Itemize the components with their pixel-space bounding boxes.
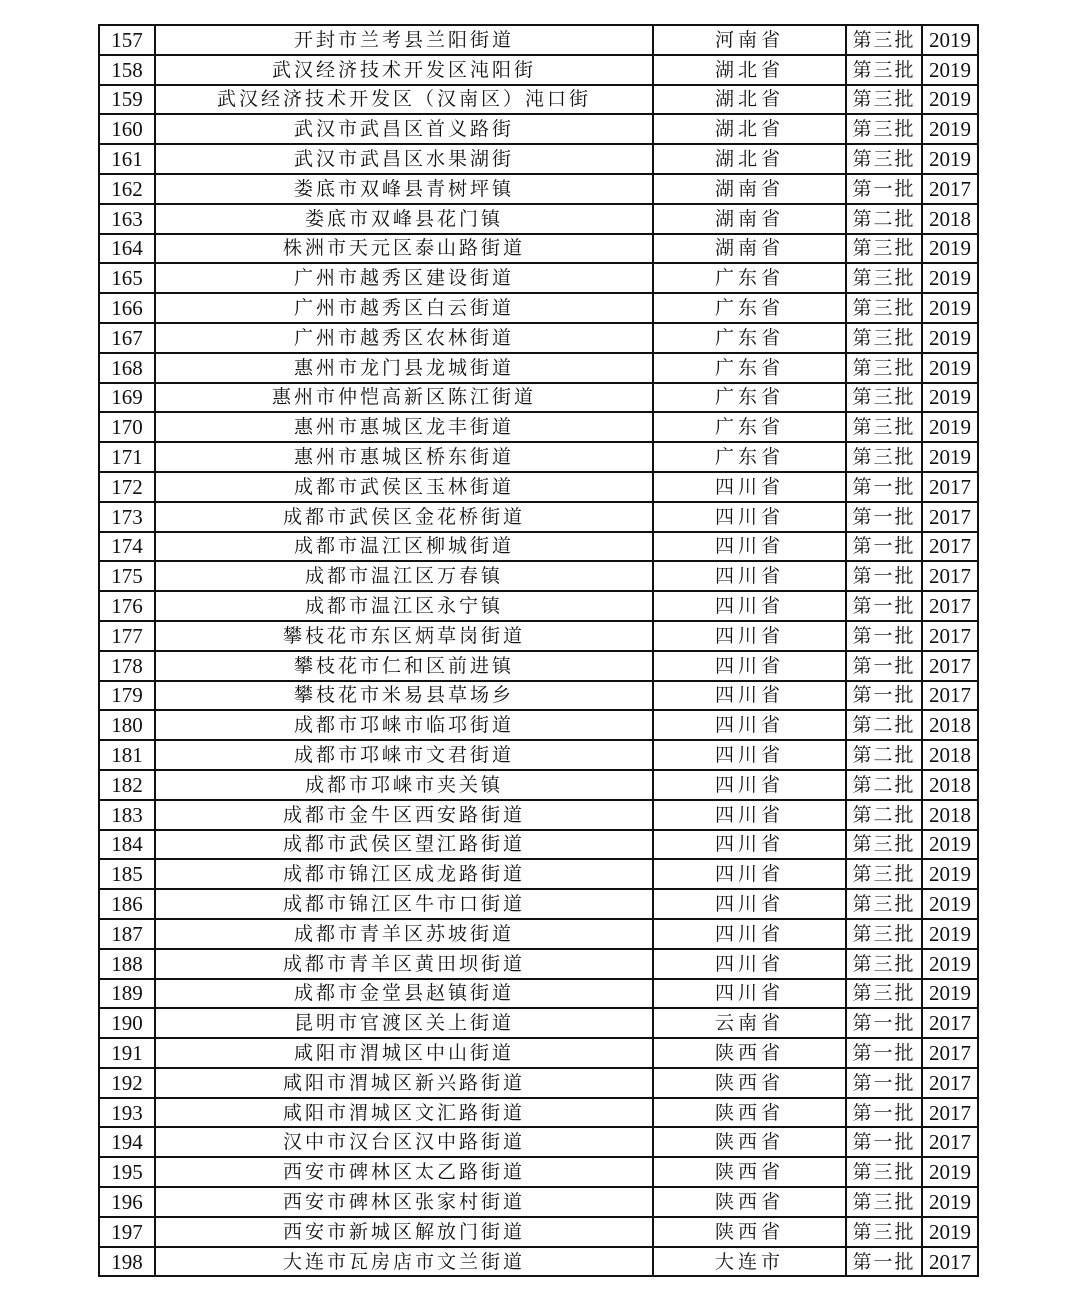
row-number-cell: 177 (99, 621, 155, 651)
street-name-cell: 成都市金牛区西安路街道 (155, 800, 653, 830)
year-cell: 2018 (922, 770, 978, 800)
batch-cell: 第二批 (846, 204, 922, 234)
batch-cell: 第三批 (846, 293, 922, 323)
street-name-cell: 广州市越秀区建设街道 (155, 263, 653, 293)
street-name-cell: 大连市瓦房店市文兰街道 (155, 1247, 653, 1277)
row-number-cell: 191 (99, 1038, 155, 1068)
batch-cell: 第一批 (846, 1068, 922, 1098)
table-row (99, 979, 978, 1009)
year-cell: 2017 (922, 502, 978, 532)
province-cell: 四川省 (653, 532, 846, 562)
batch-cell: 第二批 (846, 740, 922, 770)
table-row (99, 383, 978, 413)
year-cell: 2019 (922, 323, 978, 353)
street-name-cell: 咸阳市渭城区新兴路街道 (155, 1068, 653, 1098)
table-row (99, 740, 978, 770)
batch-cell: 第一批 (846, 681, 922, 711)
row-number-cell: 163 (99, 204, 155, 234)
street-name-cell: 开封市兰考县兰阳街道 (155, 25, 653, 55)
batch-cell: 第三批 (846, 114, 922, 144)
province-cell: 云南省 (653, 1008, 846, 1038)
table-row (99, 1157, 978, 1187)
year-cell: 2017 (922, 591, 978, 621)
row-number-cell: 194 (99, 1127, 155, 1157)
street-name-cell: 成都市邛崃市夹关镇 (155, 770, 653, 800)
street-name-cell: 成都市温江区万春镇 (155, 561, 653, 591)
table-row (99, 502, 978, 532)
batch-cell: 第三批 (846, 830, 922, 860)
row-number-cell: 193 (99, 1098, 155, 1128)
row-number-cell: 190 (99, 1008, 155, 1038)
table-row (99, 263, 978, 293)
year-cell: 2019 (922, 859, 978, 889)
row-number-cell: 170 (99, 412, 155, 442)
table-row (99, 919, 978, 949)
batch-cell: 第一批 (846, 591, 922, 621)
table-row (99, 204, 978, 234)
year-cell: 2017 (922, 1068, 978, 1098)
year-cell: 2019 (922, 1187, 978, 1217)
province-cell: 四川省 (653, 889, 846, 919)
row-number-cell: 179 (99, 681, 155, 711)
table-row (99, 323, 978, 353)
row-number-cell: 185 (99, 859, 155, 889)
province-cell: 湖南省 (653, 204, 846, 234)
street-name-cell: 成都市金堂县赵镇街道 (155, 979, 653, 1009)
row-number-cell: 196 (99, 1187, 155, 1217)
table-row (99, 1127, 978, 1157)
table-row (99, 949, 978, 979)
province-cell: 湖北省 (653, 114, 846, 144)
year-cell: 2017 (922, 1008, 978, 1038)
row-number-cell: 173 (99, 502, 155, 532)
table-row (99, 830, 978, 860)
row-number-cell: 178 (99, 651, 155, 681)
row-number-cell: 159 (99, 85, 155, 115)
table-row (99, 412, 978, 442)
batch-cell: 第三批 (846, 263, 922, 293)
year-cell: 2017 (922, 651, 978, 681)
street-name-cell: 咸阳市渭城区文汇路街道 (155, 1098, 653, 1128)
street-name-cell: 咸阳市渭城区中山街道 (155, 1038, 653, 1068)
province-cell: 四川省 (653, 949, 846, 979)
street-name-cell: 成都市邛崃市临邛街道 (155, 710, 653, 740)
street-name-cell: 成都市温江区柳城街道 (155, 532, 653, 562)
table-row (99, 85, 978, 115)
year-cell: 2017 (922, 472, 978, 502)
province-cell: 四川省 (653, 502, 846, 532)
table-row (99, 651, 978, 681)
table-row (99, 353, 978, 383)
table-row (99, 1038, 978, 1068)
batch-cell: 第三批 (846, 949, 922, 979)
year-cell: 2019 (922, 25, 978, 55)
table-row (99, 1008, 978, 1038)
year-cell: 2019 (922, 442, 978, 472)
street-name-cell: 武汉市武昌区首义路街 (155, 114, 653, 144)
province-cell: 陕西省 (653, 1217, 846, 1247)
batch-cell: 第一批 (846, 1008, 922, 1038)
table-row (99, 532, 978, 562)
row-number-cell: 176 (99, 591, 155, 621)
province-cell: 广东省 (653, 353, 846, 383)
row-number-cell: 175 (99, 561, 155, 591)
batch-cell: 第一批 (846, 1098, 922, 1128)
streets-table (98, 24, 979, 1277)
batch-cell: 第三批 (846, 1187, 922, 1217)
year-cell: 2019 (922, 1157, 978, 1187)
row-number-cell: 161 (99, 144, 155, 174)
province-cell: 湖南省 (653, 234, 846, 264)
year-cell: 2017 (922, 1098, 978, 1128)
province-cell: 四川省 (653, 561, 846, 591)
province-cell: 广东省 (653, 442, 846, 472)
batch-cell: 第三批 (846, 979, 922, 1009)
year-cell: 2017 (922, 621, 978, 651)
batch-cell: 第一批 (846, 502, 922, 532)
street-name-cell: 广州市越秀区农林街道 (155, 323, 653, 353)
province-cell: 四川省 (653, 591, 846, 621)
batch-cell: 第一批 (846, 532, 922, 562)
province-cell: 四川省 (653, 770, 846, 800)
row-number-cell: 188 (99, 949, 155, 979)
year-cell: 2019 (922, 1217, 978, 1247)
batch-cell: 第三批 (846, 1157, 922, 1187)
row-number-cell: 166 (99, 293, 155, 323)
batch-cell: 第一批 (846, 1038, 922, 1068)
row-number-cell: 174 (99, 532, 155, 562)
row-number-cell: 189 (99, 979, 155, 1009)
table-row (99, 770, 978, 800)
year-cell: 2018 (922, 710, 978, 740)
row-number-cell: 171 (99, 442, 155, 472)
table-row (99, 800, 978, 830)
batch-cell: 第三批 (846, 412, 922, 442)
row-number-cell: 197 (99, 1217, 155, 1247)
street-name-cell: 成都市武侯区玉林街道 (155, 472, 653, 502)
province-cell: 四川省 (653, 830, 846, 860)
table-row (99, 25, 978, 55)
province-cell: 四川省 (653, 800, 846, 830)
province-cell: 四川省 (653, 740, 846, 770)
province-cell: 大连市 (653, 1247, 846, 1277)
year-cell: 2019 (922, 830, 978, 860)
batch-cell: 第三批 (846, 442, 922, 472)
street-name-cell: 西安市新城区解放门街道 (155, 1217, 653, 1247)
province-cell: 四川省 (653, 621, 846, 651)
row-number-cell: 187 (99, 919, 155, 949)
table-row (99, 293, 978, 323)
batch-cell: 第一批 (846, 651, 922, 681)
street-name-cell: 成都市武侯区金花桥街道 (155, 502, 653, 532)
year-cell: 2019 (922, 979, 978, 1009)
street-name-cell: 武汉经济技术开发区（汉南区）沌口街 (155, 85, 653, 115)
year-cell: 2017 (922, 1038, 978, 1068)
batch-cell: 第一批 (846, 472, 922, 502)
street-name-cell: 广州市越秀区白云街道 (155, 293, 653, 323)
province-cell: 四川省 (653, 859, 846, 889)
table-row (99, 234, 978, 264)
province-cell: 广东省 (653, 323, 846, 353)
table-row (99, 472, 978, 502)
province-cell: 四川省 (653, 681, 846, 711)
province-cell: 广东省 (653, 383, 846, 413)
row-number-cell: 192 (99, 1068, 155, 1098)
street-name-cell: 成都市邛崃市文君街道 (155, 740, 653, 770)
batch-cell: 第一批 (846, 1247, 922, 1277)
table-row (99, 55, 978, 85)
province-cell: 陕西省 (653, 1187, 846, 1217)
table-body (99, 25, 978, 1276)
street-name-cell: 惠州市惠城区桥东街道 (155, 442, 653, 472)
year-cell: 2017 (922, 681, 978, 711)
year-cell: 2019 (922, 949, 978, 979)
province-cell: 四川省 (653, 472, 846, 502)
row-number-cell: 182 (99, 770, 155, 800)
row-number-cell: 167 (99, 323, 155, 353)
street-name-cell: 西安市碑林区张家村街道 (155, 1187, 653, 1217)
province-cell: 湖南省 (653, 174, 846, 204)
year-cell: 2017 (922, 532, 978, 562)
year-cell: 2017 (922, 174, 978, 204)
table-row (99, 442, 978, 472)
year-cell: 2019 (922, 889, 978, 919)
batch-cell: 第三批 (846, 55, 922, 85)
province-cell: 湖北省 (653, 55, 846, 85)
batch-cell: 第一批 (846, 1127, 922, 1157)
street-name-cell: 成都市温江区永宁镇 (155, 591, 653, 621)
table-row (99, 591, 978, 621)
province-cell: 四川省 (653, 651, 846, 681)
row-number-cell: 172 (99, 472, 155, 502)
year-cell: 2018 (922, 740, 978, 770)
batch-cell: 第三批 (846, 234, 922, 264)
year-cell: 2019 (922, 144, 978, 174)
street-name-cell: 汉中市汉台区汉中路街道 (155, 1127, 653, 1157)
table-row (99, 681, 978, 711)
batch-cell: 第三批 (846, 889, 922, 919)
table-row (99, 174, 978, 204)
row-number-cell: 157 (99, 25, 155, 55)
province-cell: 广东省 (653, 412, 846, 442)
batch-cell: 第三批 (846, 25, 922, 55)
street-name-cell: 成都市锦江区牛市口街道 (155, 889, 653, 919)
street-name-cell: 成都市青羊区黄田坝街道 (155, 949, 653, 979)
batch-cell: 第三批 (846, 353, 922, 383)
province-cell: 广东省 (653, 293, 846, 323)
row-number-cell: 160 (99, 114, 155, 144)
table-row (99, 1217, 978, 1247)
year-cell: 2019 (922, 234, 978, 264)
batch-cell: 第三批 (846, 85, 922, 115)
year-cell: 2019 (922, 919, 978, 949)
row-number-cell: 164 (99, 234, 155, 264)
batch-cell: 第二批 (846, 800, 922, 830)
province-cell: 湖北省 (653, 144, 846, 174)
row-number-cell: 169 (99, 383, 155, 413)
province-cell: 河南省 (653, 25, 846, 55)
province-cell: 陕西省 (653, 1157, 846, 1187)
row-number-cell: 168 (99, 353, 155, 383)
street-name-cell: 西安市碑林区太乙路街道 (155, 1157, 653, 1187)
street-name-cell: 武汉经济技术开发区沌阳街 (155, 55, 653, 85)
table-row (99, 561, 978, 591)
street-name-cell: 成都市青羊区苏坡街道 (155, 919, 653, 949)
batch-cell: 第二批 (846, 770, 922, 800)
province-cell: 广东省 (653, 263, 846, 293)
street-name-cell: 攀枝花市东区炳草岗街道 (155, 621, 653, 651)
batch-cell: 第一批 (846, 174, 922, 204)
table-row (99, 621, 978, 651)
batch-cell: 第三批 (846, 859, 922, 889)
province-cell: 陕西省 (653, 1098, 846, 1128)
street-name-cell: 惠州市龙门县龙城街道 (155, 353, 653, 383)
year-cell: 2019 (922, 383, 978, 413)
year-cell: 2019 (922, 353, 978, 383)
year-cell: 2019 (922, 85, 978, 115)
row-number-cell: 158 (99, 55, 155, 85)
street-name-cell: 昆明市官渡区关上街道 (155, 1008, 653, 1038)
batch-cell: 第三批 (846, 383, 922, 413)
table-row (99, 1187, 978, 1217)
row-number-cell: 183 (99, 800, 155, 830)
table-row (99, 710, 978, 740)
row-number-cell: 181 (99, 740, 155, 770)
year-cell: 2019 (922, 263, 978, 293)
year-cell: 2017 (922, 561, 978, 591)
table-row (99, 1247, 978, 1277)
year-cell: 2017 (922, 1127, 978, 1157)
table-row (99, 889, 978, 919)
year-cell: 2018 (922, 204, 978, 234)
row-number-cell: 165 (99, 263, 155, 293)
row-number-cell: 184 (99, 830, 155, 860)
street-name-cell: 攀枝花市米易县草场乡 (155, 681, 653, 711)
province-cell: 陕西省 (653, 1127, 846, 1157)
row-number-cell: 198 (99, 1247, 155, 1277)
table-row (99, 114, 978, 144)
year-cell: 2019 (922, 412, 978, 442)
batch-cell: 第三批 (846, 323, 922, 353)
year-cell: 2018 (922, 800, 978, 830)
street-name-cell: 娄底市双峰县青树坪镇 (155, 174, 653, 204)
batch-cell: 第一批 (846, 621, 922, 651)
province-cell: 陕西省 (653, 1068, 846, 1098)
province-cell: 四川省 (653, 710, 846, 740)
row-number-cell: 180 (99, 710, 155, 740)
province-cell: 湖北省 (653, 85, 846, 115)
street-name-cell: 惠州市惠城区龙丰街道 (155, 412, 653, 442)
year-cell: 2019 (922, 114, 978, 144)
batch-cell: 第三批 (846, 144, 922, 174)
table-row (99, 1068, 978, 1098)
table-row (99, 859, 978, 889)
street-name-cell: 惠州市仲恺高新区陈江街道 (155, 383, 653, 413)
batch-cell: 第一批 (846, 561, 922, 591)
table-row (99, 144, 978, 174)
street-name-cell: 成都市锦江区成龙路街道 (155, 859, 653, 889)
batch-cell: 第三批 (846, 919, 922, 949)
row-number-cell: 162 (99, 174, 155, 204)
street-name-cell: 武汉市武昌区水果湖街 (155, 144, 653, 174)
province-cell: 四川省 (653, 979, 846, 1009)
batch-cell: 第二批 (846, 710, 922, 740)
street-name-cell: 娄底市双峰县花门镇 (155, 204, 653, 234)
street-name-cell: 攀枝花市仁和区前进镇 (155, 651, 653, 681)
year-cell: 2019 (922, 293, 978, 323)
province-cell: 陕西省 (653, 1038, 846, 1068)
province-cell: 四川省 (653, 919, 846, 949)
street-name-cell: 成都市武侯区望江路街道 (155, 830, 653, 860)
row-number-cell: 186 (99, 889, 155, 919)
table-row (99, 1098, 978, 1128)
batch-cell: 第三批 (846, 1217, 922, 1247)
street-name-cell: 株洲市天元区泰山路街道 (155, 234, 653, 264)
year-cell: 2019 (922, 55, 978, 85)
year-cell: 2017 (922, 1247, 978, 1277)
row-number-cell: 195 (99, 1157, 155, 1187)
